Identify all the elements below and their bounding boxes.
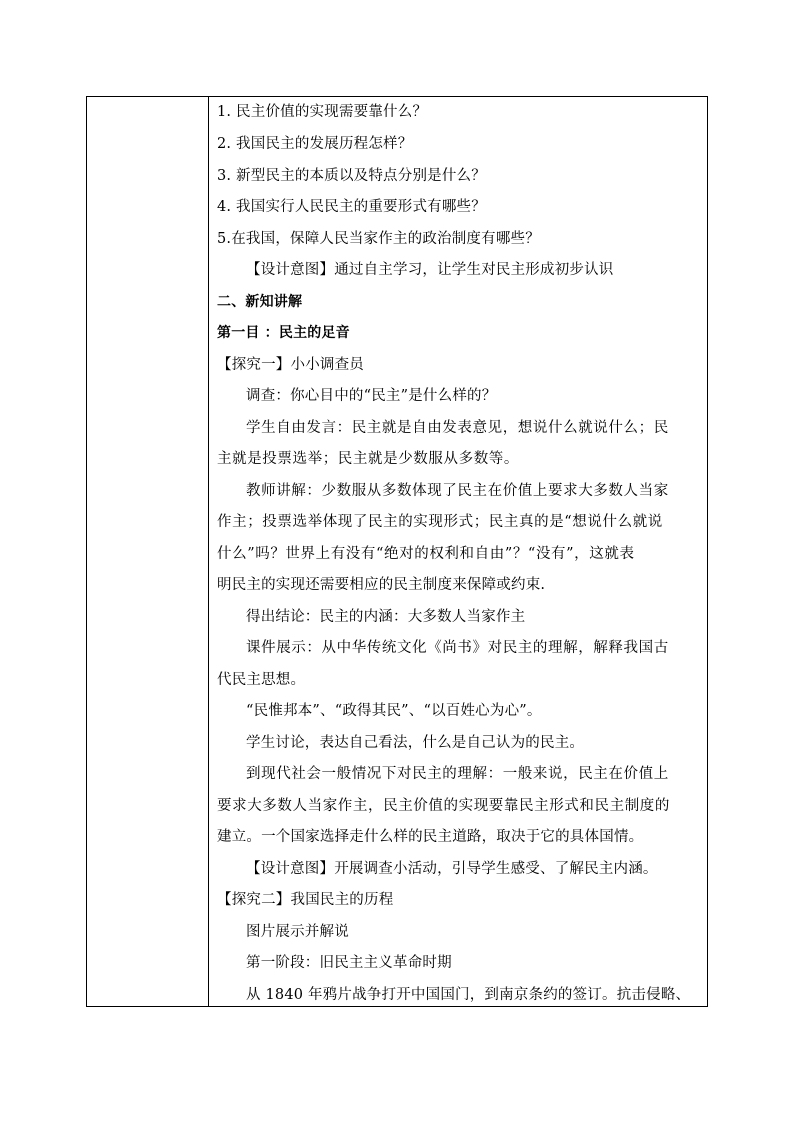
content-cell [209, 97, 707, 1006]
courseware-line-1: 课件展示：从中华传统文化《尚书》对民主的理解，解释我国古 [246, 640, 669, 656]
question-3: 3. 新型民主的本质以及特点分别是什么？ [217, 168, 486, 184]
modern-line-1: 到现代社会一般情况下对民主的理解：一般来说，民主在价值上 [246, 766, 669, 782]
student-speech-line-1: 学生自由发言：民主就是自由发表意见，想说什么就说什么；民 [246, 420, 669, 436]
picture-display-text: 图片展示并解说 [246, 924, 349, 940]
discussion-text: 学生讨论，表达自己看法，什么是自己认为的民主。 [246, 735, 585, 751]
design-intent-2: 【设计意图】开展调查小活动，引导学生感受、了解民主内涵。 [246, 861, 658, 877]
design-intent-1: 【设计意图】通过自主学习，让学生对民主形成初步认识 [246, 262, 614, 278]
question-1: 1. 民主价值的实现需要靠什么？ [217, 104, 428, 120]
subsection-heading: 第一目 ：民主的足音 [217, 325, 350, 341]
student-speech-line-2: 主就是投票选举；民主就是少数服从多数等。 [217, 451, 519, 467]
modern-line-2: 要求大多数人当家作主，民主价值的实现要靠民主形式和民主制度的 [217, 798, 670, 814]
courseware-line-2: 代民主思想。 [217, 672, 306, 688]
question-2: 2. 我国民主的发展历程怎样？ [217, 136, 413, 152]
classic-quotes: “民惟邦本”、“政得其民”、“以百姓心为心”。 [246, 703, 542, 719]
modern-line-3: 建立。一个国家选择走什么样的民主道路，取决于它的具体国情。 [217, 829, 644, 845]
teacher-line-1: 教师讲解：少数服从多数体现了民主在价值上要求大多数人当家 [246, 483, 669, 499]
teacher-line-2: 作主；投票选举体现了民主的实现形式；民主真的是“想说什么就说 [217, 514, 663, 530]
teacher-line-3: 什么”吗？世界上有没有“绝对的权利和自由”？“没有”，这就表 [217, 546, 635, 562]
explore-2-title: 【探究二】我国民主的历程 [217, 892, 394, 908]
teacher-line-4: 明民主的实现还需要相应的民主制度来保障或约束. [217, 577, 546, 593]
lesson-table [86, 96, 708, 1007]
history-line-1: 从 1840 年鸦片战争打开中国国门，到南京条约的签订。抗击侵略、 [246, 987, 691, 1003]
survey-text: 调查：你心目中的“民主”是什么样的？ [246, 388, 497, 404]
conclusion-text: 得出结论：民主的内涵：大多数人当家作主 [246, 609, 526, 625]
stage-1-text: 第一阶段：旧民主主义革命时期 [246, 955, 452, 971]
section-heading: 二、新知讲解 [217, 294, 303, 310]
explore-1-title: 【探究一】小小调查员 [217, 357, 364, 373]
question-4: 4. 我国实行人民民主的重要形式有哪些？ [217, 199, 486, 215]
question-5: 5.在我国，保障人民当家作主的政治制度有哪些？ [217, 231, 540, 247]
